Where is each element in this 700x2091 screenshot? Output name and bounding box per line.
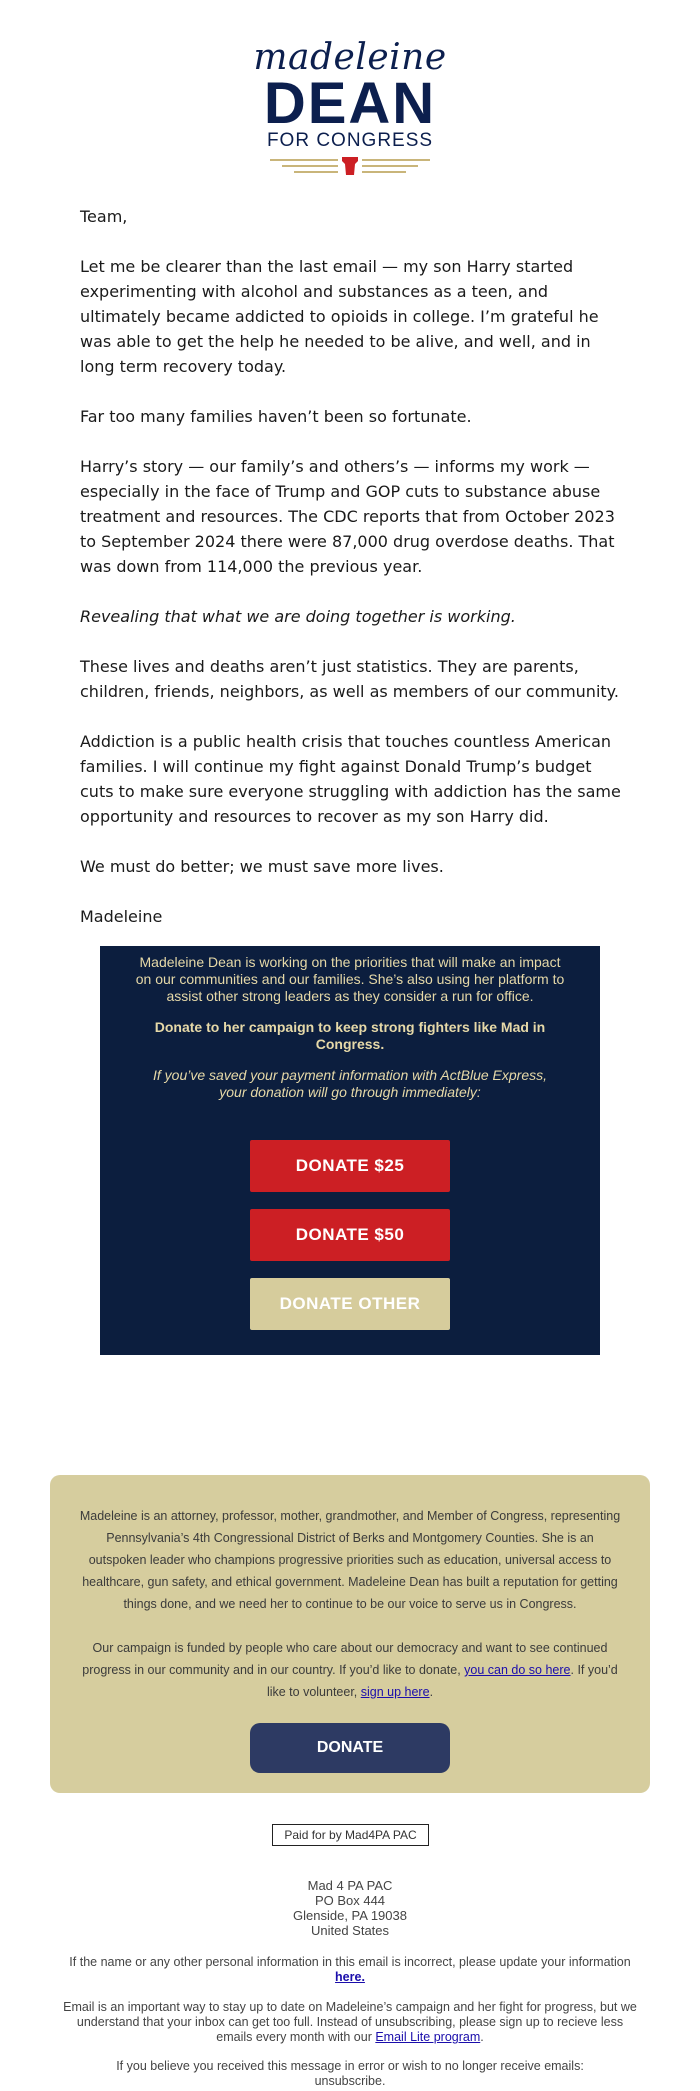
donate-callout: Donate to her campaign to keep strong fighters like Mad in Congress.: [154, 1019, 546, 1052]
update-info-note: [60, 1955, 640, 1985]
logo-script-name: madeleine: [253, 37, 447, 78]
volunteer-link[interactable]: sign up here: [360, 1685, 430, 1699]
unsubscribe-link[interactable]: unsubscribe.: [314, 2074, 386, 2088]
donate-25-button[interactable]: DONATE $25: [250, 1140, 450, 1192]
campaign-logo: [0, 37, 700, 180]
donate-here-link[interactable]: you can do so here: [464, 1663, 571, 1677]
email-lite-period: .: [480, 2030, 484, 2044]
letter-paragraph: These lives and deaths aren’t just statistics. They are parents, children, friends, neighbors, as well as members of our community.: [80, 657, 619, 701]
donate-other-button[interactable]: DONATE OTHER: [250, 1278, 450, 1330]
address-line: United States: [310, 1923, 390, 1938]
address-line: PO Box 444: [314, 1893, 386, 1908]
mailing-address: [0, 1878, 700, 1938]
donate-intro: Madeleine Dean is working on the priorities that will make an impact on our communities and our families. She’s also using her platform to assist other strong leaders as they consider a run for office.: [135, 954, 565, 1004]
letter-signature: Madeleine: [80, 907, 163, 926]
letter-paragraph: We must do better; we must save more lives.: [80, 857, 444, 876]
funding-text: .: [429, 1685, 434, 1699]
letter-paragraph: Addiction is a public health crisis that touches countless American families. I will continue my fight against Donald Trump’s budget cuts to make sure everyone struggling with addiction has the same opportunity and resources to recover as my son Harry did.: [80, 732, 621, 826]
letter-body: [80, 204, 625, 954]
update-info-text: If the name or any other personal information in this email is incorrect, please update your information: [69, 1955, 631, 1969]
logo-subtitle: FOR CONGRESS: [266, 130, 434, 151]
email-lite-note: [60, 2000, 640, 2045]
unsubscribe-note: [60, 2059, 640, 2089]
email-lite-link[interactable]: Email Lite program: [375, 2030, 481, 2044]
paid-for-disclaimer: Paid for by Mad4PA PAC: [272, 1824, 429, 1846]
donate-panel: [100, 946, 600, 1355]
letter-paragraph: Harry’s story — our family’s and others’s — informs my work — especially in the face of Trump and GOP cuts to substance abuse treatment and resources. The CDC reports that from October 2023 to September 2024 there were 87,000 drug overdose deaths. That was down from 114,000 the previous year.: [80, 457, 615, 576]
donate-50-button[interactable]: DONATE $50: [250, 1209, 450, 1261]
funding-text: Our campaign is funded by people who care about our democracy and want to see continued progress in our community and in our country. If you’d like to donate,: [82, 1641, 608, 1677]
unsubscribe-text: If you believe you received this message in error or wish to no longer receive emails:: [116, 2059, 584, 2073]
funding-note: [78, 1637, 622, 1703]
donate-button[interactable]: DONATE: [250, 1723, 450, 1773]
email-lite-text: Email is an important way to stay up to date on Madeleine’s campaign and her fight for progress, but we understand that your inbox can get too full. Instead of unsubscribing, please sign up to recieve less emails every month with our: [63, 2000, 637, 2044]
funding-text: . If you’d like to volunteer,: [266, 1663, 618, 1699]
address-line: Glenside, PA 19038: [293, 1908, 407, 1923]
about-panel: [50, 1475, 650, 1793]
keystone-emblem: [270, 156, 430, 180]
letter-greeting: Team,: [80, 207, 128, 226]
letter-paragraph: Let me be clearer than the last email — my son Harry started experimenting with alcohol and substances as a teen, and ultimately became addicted to opioids in college. I’m grateful he was able to get the help he needed to be alive, and well, and in long term recovery today.: [80, 257, 599, 376]
letter-paragraph-italic: Revealing that what we are doing together is working.: [80, 607, 516, 626]
address-line: Mad 4 PA PAC: [307, 1878, 393, 1893]
actblue-express-note: If you’ve saved your payment information with ActBlue Express, your donation will go through immediately:: [153, 1067, 547, 1100]
letter-paragraph: Far too many families haven’t been so fortunate.: [80, 407, 472, 426]
update-info-link[interactable]: here.: [335, 1970, 365, 1984]
about-bio: Madeleine is an attorney, professor, mother, grandmother, and Member of Congress, representing Pennsylvania’s 4th Congressional District of Berks and Montgomery Counties. She is an outspoken leader who champions progressive priorities such as education, universal access to healthcare, gun safety, and ethical government. Madeleine Dean has built a reputation for getting things done, and we need her to continue to be our voice to serve us in Congress.: [79, 1509, 621, 1611]
logo-surname: DEAN: [263, 71, 437, 136]
keystone-icon: [342, 157, 358, 175]
